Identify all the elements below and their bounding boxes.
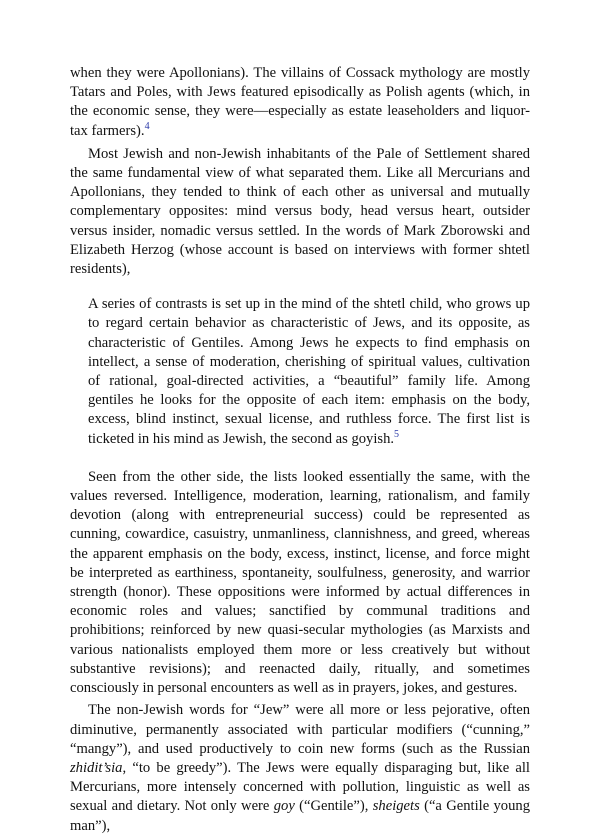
paragraph-4-part2: , “to be greedy”). The Jews were equally disparaging but, like all Mercurians, more intensely concerned with pollution, linguistic as well as sexual and dietary. Not only were xyxy=(70,759,530,815)
block-quote xyxy=(88,295,530,449)
paragraph-4-part4: (“a Gentile young man”), xyxy=(70,798,530,834)
paragraph-2-text: Most Jewish and non-Jewish inhabitants of the Pale of Settlement shared the same fundamental view of what separated them. Like all Mercurians and Apollonians, they tended to think of each other as universal and mutually complementary opposites: mind versus body, head versus heart, outsider versus insider, nomadic versus settled. In the words of Mark Zborowski and Elizabeth Herzog (whose account is based on interviews with former shtetl residents), xyxy=(70,145,530,278)
paragraph-4-part3: (“Gentile”), xyxy=(294,798,373,815)
paragraph-4-part1: The non-Jewish words for “Jew” were all more or less pejorative, often diminutive, permanently associated with particular modifiers (“cunning,” “mangy”), and used productively to coin new forms (such as the Russian xyxy=(70,702,530,757)
footnote-ref-5[interactable]: 5 xyxy=(394,428,400,440)
term-sheigets: sheigets xyxy=(372,798,420,815)
term-goy: goy xyxy=(273,798,295,815)
paragraph-1 xyxy=(70,64,530,141)
paragraph-1-text: when they were Apollonians). The villains of Cossack mythology are mostly Tatars and Poles, with Jews featured episodically as Polish agents (which, in the economic sense, they were—especially as estate leaseholders and liquor-tax farmers). xyxy=(70,65,530,139)
paragraph-4 xyxy=(70,701,530,835)
document-page xyxy=(70,64,530,836)
block-quote-text: A series of contrasts is set up in the mind of the shtetl child, who grows up to regard certain behavior as characteristic of Jews, and its opposite, as characteristic of Gentiles. Among Jews he expects to find emphasis on intellect, a sense of moderation, cherishing of spiritual values, cultivation of rational, goal-directed activities, a “beautiful” family life. Among gentiles he looks for the opposite of each item: emphasis on the body, excess, blind instinct, sexual license, and ruthless force. The first list is ticketed in his mind as Jewish, the second as goyish. xyxy=(88,296,530,447)
paragraph-3 xyxy=(70,468,530,698)
paragraph-3-text: Seen from the other side, the lists looked essentially the same, with the values reversed. Intelligence, moderation, learning, rationalism, and family devotion (along with entrepreneurial success) could be represented as cunning, cowardice, casuistry, unmanliness, clannishness, and greed, whereas the apparent emphasis on the body, excess, instinct, license, and force might be interpreted as earthiness, spontaneity, soulfulness, generosity, and warrior strength (honor). These oppositions were informed by actual differences in economic roles and values; sanctified by communal traditions and prohibitions; reinforced by new quasi-secular mythologies (as Marxists and various nationalists employed them more or less creatively but without substantive revisions); and reenacted daily, ritually, and sometimes consciously in personal encounters as well as in prayers, jokes, and gestures. xyxy=(70,468,530,697)
paragraph-2 xyxy=(70,145,530,279)
footnote-ref-4[interactable]: 4 xyxy=(144,120,150,132)
term-zhiditsia: zhidit’sia xyxy=(70,759,123,776)
